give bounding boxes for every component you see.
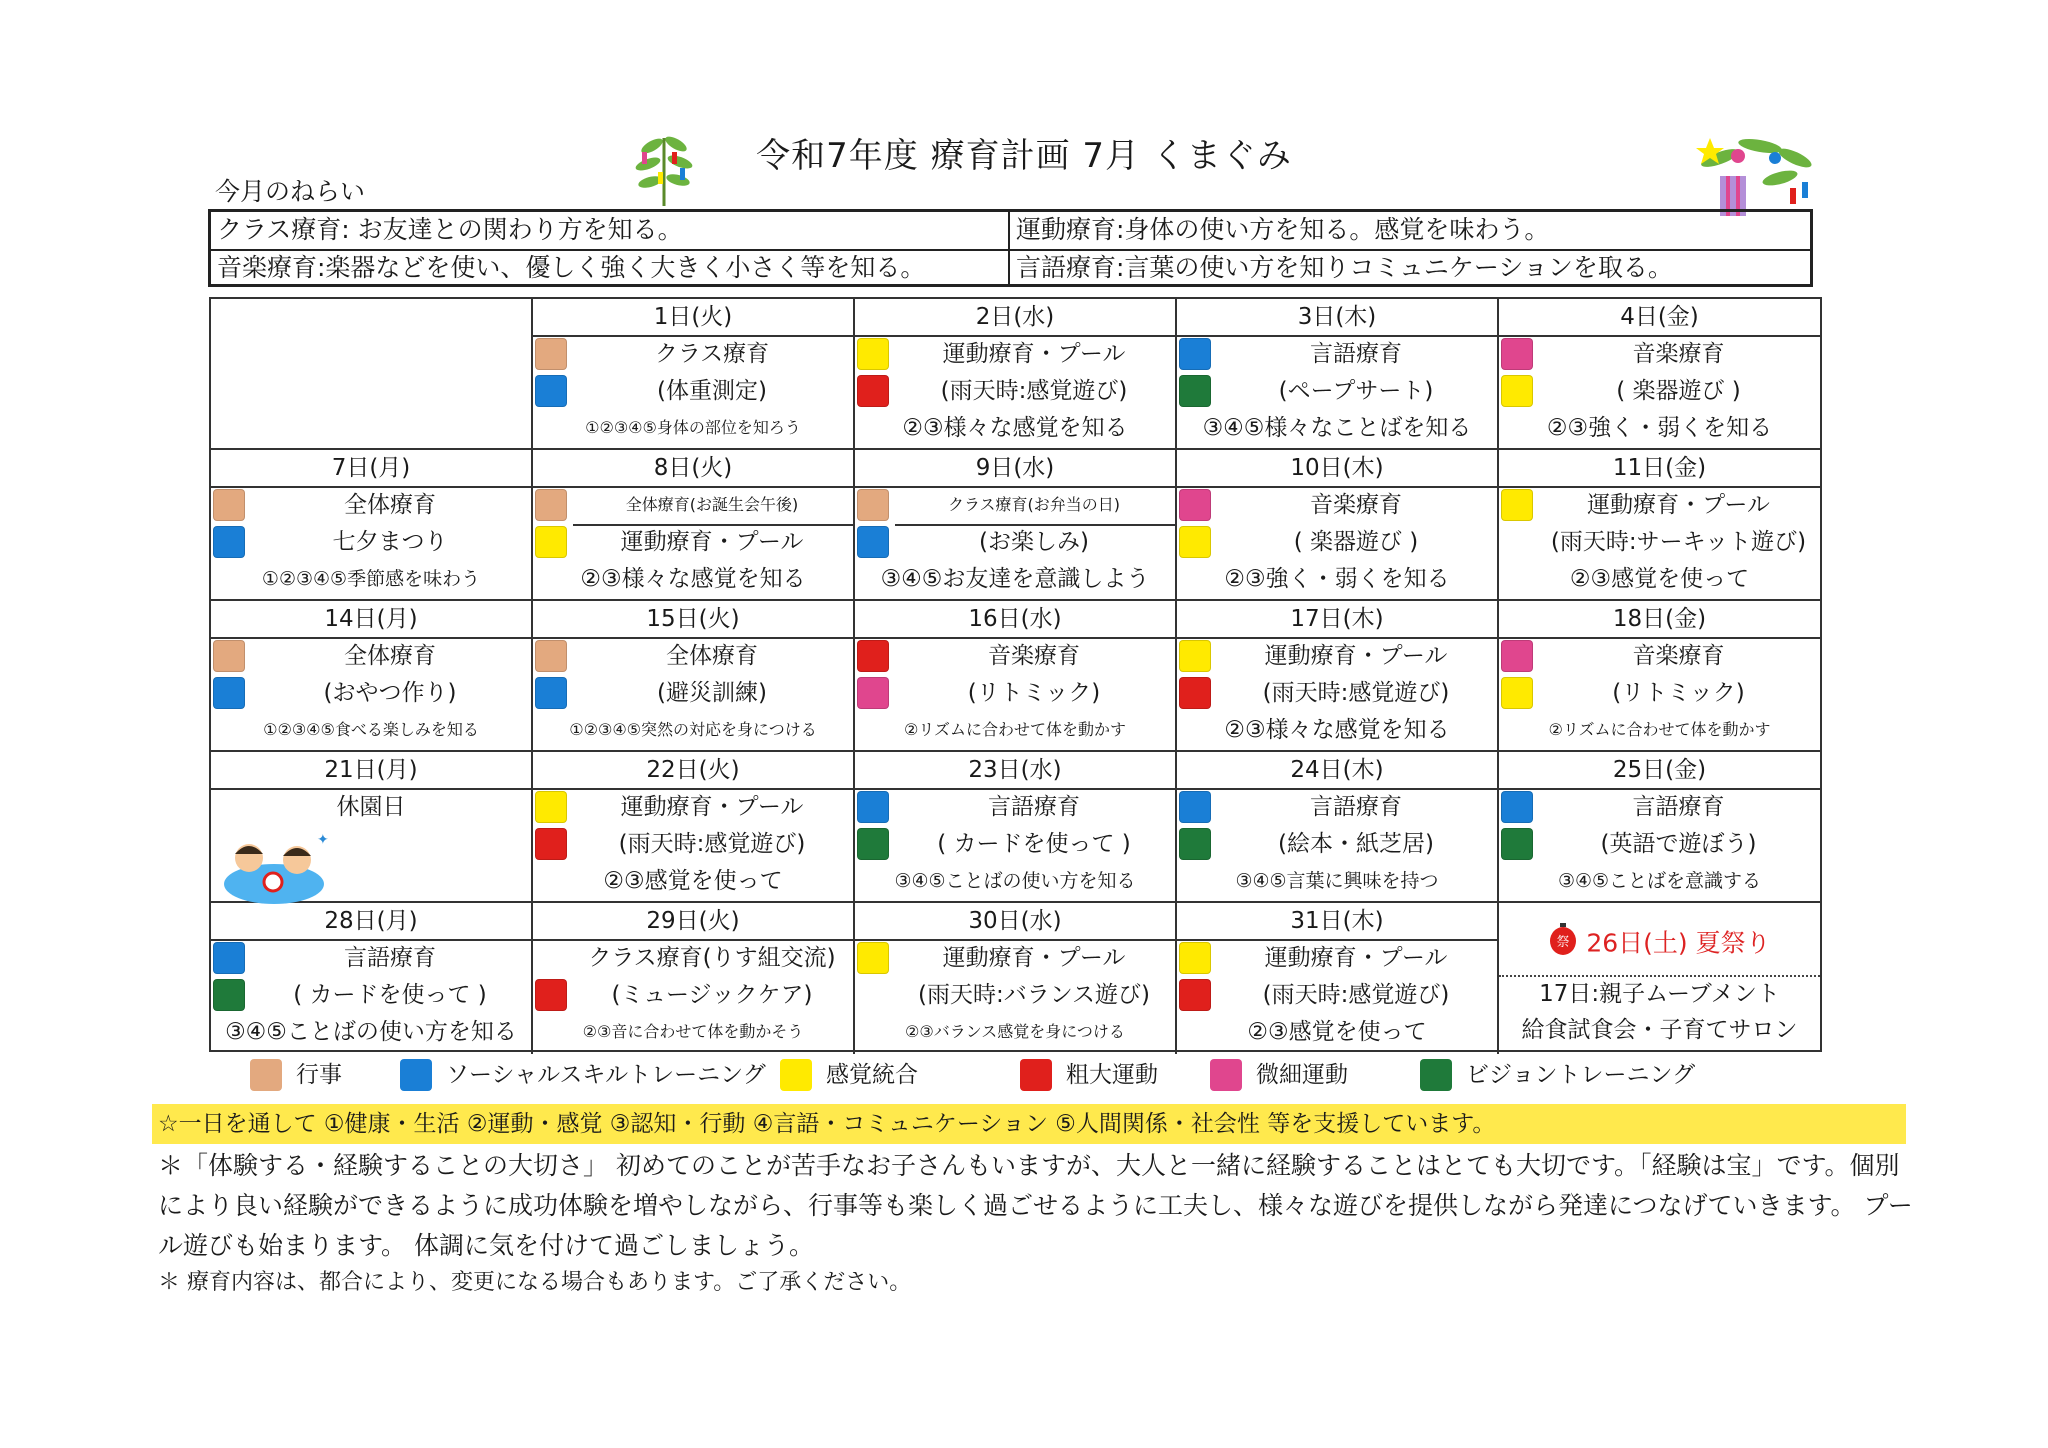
activity-line: クラス療育 xyxy=(654,341,770,367)
activity-line: 言語療育 xyxy=(988,794,1080,820)
category-color-square xyxy=(1179,791,1211,823)
event-title: 26日(土) 夏祭り xyxy=(1586,928,1771,958)
day-cell xyxy=(855,299,1177,450)
category-color-square xyxy=(1179,942,1211,974)
legend-item xyxy=(1210,1055,1348,1095)
note-paragraph: ＊「体験する・経験することの大切さ」 初めてのことが苦手なお子さんもいますが、大人と一緒に経験することはとても大切です。「経験は宝」です。個別により良い経験ができるように成功体験を増やしながら、行事等も楽しく過ごせるように工夫し、様々な遊びを提供しながら発達につなげていきます。 プール遊びも始まります。 体調に気を付けて過ごしましょう。 xyxy=(158,1151,1913,1260)
activity-line: 運動療育・プール xyxy=(620,529,804,555)
goal-music: 音楽療育:楽器などを使い、優しく強く大きく小さく等を知る。 xyxy=(217,253,926,282)
day-cell xyxy=(855,752,1177,903)
legend-label: ソーシャルスキルトレーニング xyxy=(446,1062,766,1088)
legend-label: 微細運動 xyxy=(1256,1062,1348,1088)
category-color-square xyxy=(857,677,889,709)
svg-text:✦: ✦ xyxy=(317,832,329,848)
activity-line: (雨天時:サーキット遊び) xyxy=(1550,529,1807,555)
category-color-square xyxy=(1501,791,1533,823)
activity-line: ( 楽器遊び ) xyxy=(1616,378,1741,404)
goals-label: 今月のねらい xyxy=(215,177,366,206)
day-cell xyxy=(211,601,533,752)
day-cell xyxy=(211,752,533,903)
activity-line: 音楽療育 xyxy=(988,643,1080,669)
activity-line: 音楽療育 xyxy=(1632,643,1725,669)
schedule-calendar xyxy=(209,297,1822,1052)
day-date: 8日(火) xyxy=(533,450,853,488)
day-cell xyxy=(1177,903,1499,1054)
activity-line: (絵本・紙芝居) xyxy=(1278,831,1434,857)
activity-line: (リトミック) xyxy=(967,680,1101,706)
activity-line: ①②③④⑤身体の部位を知ろう xyxy=(585,418,801,437)
activity-line: ②③強く・弱くを知る xyxy=(1224,566,1450,592)
activity-line: ③④⑤ことばの使い方を知る xyxy=(894,870,1136,892)
category-color-square xyxy=(1179,828,1211,860)
category-color-square xyxy=(535,640,567,672)
svg-text:祭: 祭 xyxy=(1556,935,1570,950)
category-color-square xyxy=(1501,375,1533,407)
activity-line: ②③感覚を使って xyxy=(1569,566,1750,592)
activity-line: 全体療育 xyxy=(666,643,758,669)
activity-line: (雨天時:感覚遊び) xyxy=(940,378,1128,404)
day-cell xyxy=(211,450,533,601)
activity-line: ②③バランス感覚を身につける xyxy=(905,1022,1125,1041)
summer-festival-label xyxy=(1499,923,1820,966)
lantern-icon xyxy=(1548,923,1578,966)
day-cell xyxy=(855,903,1177,1054)
activity-line: ③④⑤言葉に興味を持つ xyxy=(1235,870,1439,892)
day-date: 16日(水) xyxy=(855,601,1175,639)
category-color-square xyxy=(1179,526,1211,558)
activity-line: ③④⑤お友達を意識しよう xyxy=(880,566,1150,592)
category-color-square xyxy=(857,791,889,823)
day-date: 29日(火) xyxy=(533,903,853,941)
category-color-square xyxy=(1179,979,1211,1011)
category-color-square xyxy=(213,489,245,521)
activity-line: 音楽療育 xyxy=(1310,492,1402,518)
activity-line: ①②③④⑤食べる楽しみを知る xyxy=(263,720,479,739)
day-cell xyxy=(211,903,533,1054)
pool-illustration-icon xyxy=(219,826,329,906)
tanabata-bamboo-icon xyxy=(628,128,700,208)
day-date: 24日(木) xyxy=(1177,752,1497,790)
goal-class: クラス療育: お友達との関わり方を知る。 xyxy=(217,215,683,244)
day-cell xyxy=(533,299,855,450)
day-date: 9日(水) xyxy=(855,450,1175,488)
day-date: 28日(月) xyxy=(211,903,531,941)
legend-color-square xyxy=(400,1059,432,1091)
activity-divider xyxy=(895,524,1175,526)
legend-item xyxy=(780,1055,918,1095)
day-date: 21日(月) xyxy=(211,752,531,790)
day-cell xyxy=(1177,450,1499,601)
day-date: 15日(火) xyxy=(533,601,853,639)
day-cell xyxy=(533,601,855,752)
day-date: 17日(木) xyxy=(1177,601,1497,639)
category-color-square xyxy=(213,979,245,1011)
legend-label: 粗大運動 xyxy=(1066,1062,1158,1088)
activity-line: ②③音に合わせて体を動かそう xyxy=(582,1022,804,1041)
legend-item xyxy=(1020,1055,1158,1095)
legend-color-square xyxy=(780,1059,812,1091)
legend-color-square xyxy=(1020,1059,1052,1091)
day-date: 18日(金) xyxy=(1499,601,1820,639)
activity-line: クラス療育(お弁当の日) xyxy=(947,495,1120,514)
day-cell xyxy=(1499,903,1820,1054)
day-date: 7日(月) xyxy=(211,450,531,488)
activity-line: ③④⑤ことばの使い方を知る xyxy=(225,1019,517,1045)
activity-line: 全体療育 xyxy=(344,492,436,518)
category-color-square xyxy=(213,942,245,974)
category-color-square xyxy=(535,828,567,860)
day-date: 4日(金) xyxy=(1499,299,1820,337)
activity-line: 運動療育・プール xyxy=(942,945,1126,971)
legend-color-square xyxy=(250,1059,282,1091)
change-notice: ＊ 療育内容は、都合により、変更になる場合もあります。ご了承ください。 xyxy=(158,1270,912,1295)
category-color-square xyxy=(1501,677,1533,709)
activity-line: ①②③④⑤突然の対応を身につける xyxy=(569,720,817,739)
activity-line: 全体療育(お誕生会午後) xyxy=(625,495,799,514)
support-banner: ☆一日を通して ①健康・生活 ②運動・感覚 ③認知・行動 ④言語・コミュニケーション ⑤人間関係・社会性 等を支援しています。 xyxy=(152,1104,1906,1144)
category-color-square xyxy=(1179,489,1211,521)
activity-line: (雨天時:感覚遊び) xyxy=(618,831,806,857)
activity-line: (雨天時:バランス遊び) xyxy=(917,982,1150,1008)
day-cell xyxy=(1177,752,1499,903)
category-color-square xyxy=(1179,375,1211,407)
activity-line: (体重測定) xyxy=(657,378,767,404)
monthly-goals-box xyxy=(208,209,1813,287)
activity-line: (お楽しみ) xyxy=(979,529,1089,555)
day-date: 31日(木) xyxy=(1177,903,1497,941)
day-cell xyxy=(1499,752,1820,903)
activity-line: (ペープサート) xyxy=(1278,378,1434,404)
activity-line: 運動療育・プール xyxy=(942,341,1126,367)
day-date: 10日(木) xyxy=(1177,450,1497,488)
day-date: 2日(水) xyxy=(855,299,1175,337)
goal-divider xyxy=(1008,212,1010,284)
day-cell xyxy=(533,752,855,903)
legend-label: 感覚統合 xyxy=(826,1062,918,1088)
legend-label: 行事 xyxy=(296,1062,342,1088)
activity-divider xyxy=(573,524,853,526)
activity-line: ②リズムに合わせて体を動かす xyxy=(1548,720,1771,739)
activity-line: ( カードを使って ) xyxy=(293,982,487,1008)
activity-line: 言語療育 xyxy=(344,945,436,971)
day-date: 23日(水) xyxy=(855,752,1175,790)
category-color-square xyxy=(535,338,567,370)
activity-line: ②③感覚を使って xyxy=(1247,1019,1427,1045)
day-date: 25日(金) xyxy=(1499,752,1820,790)
category-color-square xyxy=(213,677,245,709)
activity-line: 運動療育・プール xyxy=(620,794,804,820)
activity-line: ③④⑤ことばを意識する xyxy=(1557,870,1762,892)
category-color-square xyxy=(1501,489,1533,521)
event-lunch-salon: 給食試食会・子育てサロン xyxy=(1521,1017,1798,1043)
category-color-square xyxy=(1179,640,1211,672)
day-date: 11日(金) xyxy=(1499,450,1820,488)
activity-line: 言語療育 xyxy=(1310,794,1402,820)
activity-line: (雨天時:感覚遊び) xyxy=(1262,982,1450,1008)
day-cell xyxy=(533,903,855,1054)
activity-line: ( カードを使って ) xyxy=(937,831,1131,857)
legend-item xyxy=(400,1055,766,1095)
category-color-square xyxy=(535,375,567,407)
activity-line: 音楽療育 xyxy=(1632,341,1725,367)
activity-line: (おやつ作り) xyxy=(323,680,457,706)
category-color-square xyxy=(857,640,889,672)
day-cell xyxy=(1177,299,1499,450)
day-date: 22日(火) xyxy=(533,752,853,790)
day-cell xyxy=(1499,450,1820,601)
activity-line: 七夕まつり xyxy=(332,529,448,555)
day-date: 30日(水) xyxy=(855,903,1175,941)
legend-label: ビジョントレーニング xyxy=(1466,1062,1696,1088)
category-color-square xyxy=(857,942,889,974)
activity-line: ②③様々な感覚を知る xyxy=(1224,717,1450,743)
category-color-square xyxy=(535,791,567,823)
activity-line: ( 楽器遊び ) xyxy=(1293,529,1419,555)
activity-line: ②リズムに合わせて体を動かす xyxy=(903,720,1127,739)
legend-item xyxy=(1420,1055,1695,1095)
category-color-square xyxy=(1501,828,1533,860)
day-cell xyxy=(211,299,533,450)
legend-color-square xyxy=(1420,1059,1452,1091)
activity-line: 運動療育・プール xyxy=(1587,492,1770,518)
day-cell xyxy=(533,450,855,601)
activity-line: 休園日 xyxy=(336,794,406,820)
category-color-square xyxy=(535,979,567,1011)
activity-line: 言語療育 xyxy=(1310,341,1402,367)
category-color-square xyxy=(535,677,567,709)
event-parent-movement: 17日:親子ムーブメント xyxy=(1539,981,1780,1007)
category-color-square xyxy=(857,375,889,407)
goal-motion: 運動療育:身体の使い方を知る。感覚を味わう。 xyxy=(1016,215,1550,244)
activity-line: (避災訓練) xyxy=(657,680,767,706)
goal-divider xyxy=(211,249,1810,251)
activity-line: ②③強く・弱くを知る xyxy=(1546,415,1773,441)
category-color-square xyxy=(213,640,245,672)
color-legend xyxy=(250,1055,1750,1095)
category-color-square xyxy=(213,526,245,558)
activity-line: 全体療育 xyxy=(344,643,436,669)
activity-line: クラス療育(りす組交流) xyxy=(588,945,836,971)
day-cell xyxy=(1499,601,1820,752)
category-color-square xyxy=(1179,677,1211,709)
day-cell xyxy=(855,601,1177,752)
category-color-square xyxy=(1501,338,1533,370)
day-date: 3日(木) xyxy=(1177,299,1497,337)
page-title: 令和7年度 療育計画 7月 くまぐみ xyxy=(756,136,1292,176)
category-color-square xyxy=(535,526,567,558)
activity-line: ①②③④⑤季節感を味わう xyxy=(261,568,481,590)
day-date: 14日(月) xyxy=(211,601,531,639)
activity-line: (ミュージックケア) xyxy=(611,982,813,1008)
activity-line: (英語で遊ぼう) xyxy=(1600,831,1757,857)
category-color-square xyxy=(1179,338,1211,370)
activity-line: 言語療育 xyxy=(1632,794,1725,820)
activity-line: ②③様々な感覚を知る xyxy=(580,566,806,592)
category-color-square xyxy=(857,489,889,521)
activity-line: ③④⑤様々なことばを知る xyxy=(1202,415,1472,441)
goal-language: 言語療育:言葉の使い方を知りコミュニケーションを取る。 xyxy=(1016,253,1673,282)
legend-color-square xyxy=(1210,1059,1242,1091)
category-color-square xyxy=(857,526,889,558)
category-color-square xyxy=(857,338,889,370)
category-color-square xyxy=(535,489,567,521)
legend-item xyxy=(250,1055,342,1095)
activity-line: (リトミック) xyxy=(1612,680,1745,706)
activity-line: ②③様々な感覚を知る xyxy=(902,415,1128,441)
activity-line: ②③感覚を使って xyxy=(603,868,783,894)
activity-line: 運動療育・プール xyxy=(1264,643,1448,669)
category-color-square xyxy=(1501,640,1533,672)
day-cell xyxy=(1499,299,1820,450)
day-cell xyxy=(855,450,1177,601)
activity-line: 運動療育・プール xyxy=(1264,945,1448,971)
day-cell xyxy=(1177,601,1499,752)
activity-line: (雨天時:感覚遊び) xyxy=(1262,680,1450,706)
category-color-square xyxy=(857,828,889,860)
day-date: 1日(火) xyxy=(533,299,853,337)
